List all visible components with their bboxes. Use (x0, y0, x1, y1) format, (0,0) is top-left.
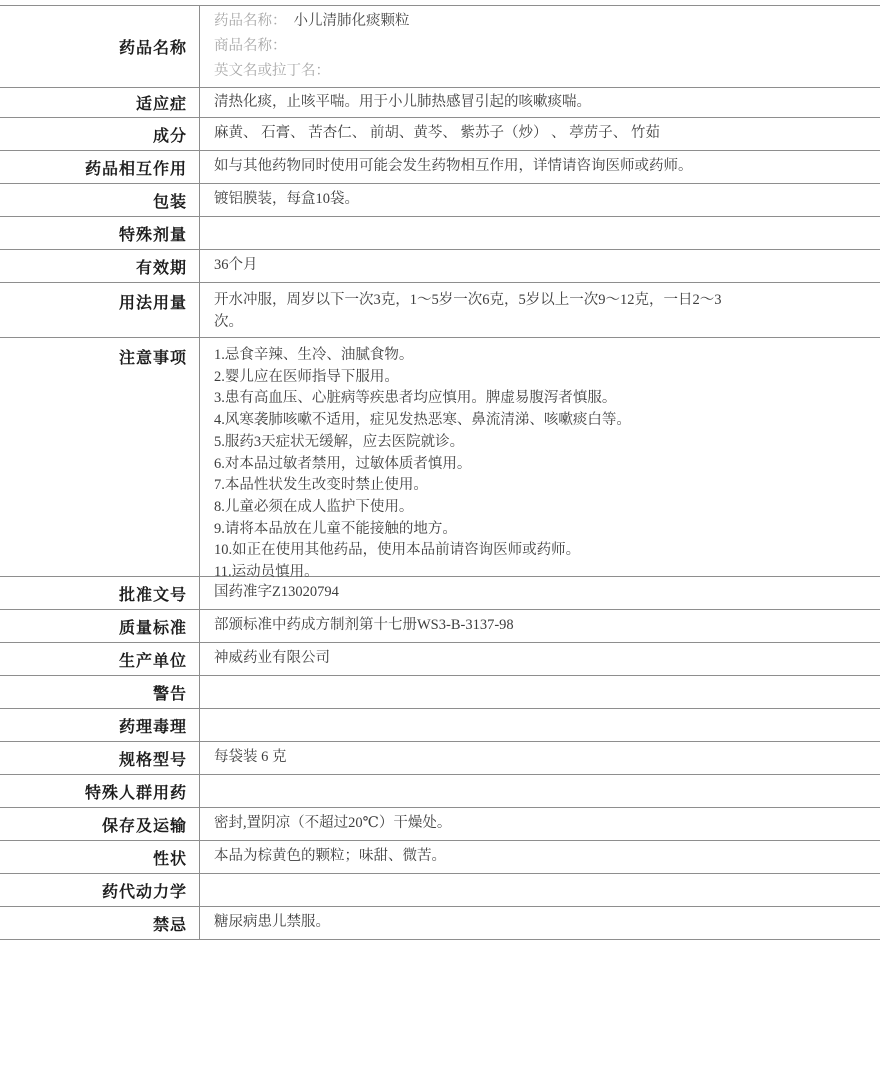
row-content (200, 841, 880, 873)
row-content (200, 217, 880, 249)
row-label: 药代动力学 (0, 874, 200, 906)
table-row (0, 118, 880, 151)
row-content (200, 250, 880, 282)
row-label: 保存及运输 (0, 808, 200, 840)
content-line: 清热化痰，止咳平喘。用于小儿肺热感冒引起的咳嗽痰喘。 (214, 93, 591, 110)
row-content (200, 184, 880, 216)
table-row (0, 676, 880, 709)
content-line: 1.忌食辛辣、生冷、油腻食物。 (214, 347, 414, 363)
row-label: 药品相互作用 (0, 151, 200, 183)
row-content (200, 676, 880, 708)
content-line: 国药准字Z13020794 (214, 584, 339, 601)
row-label: 用法用量 (0, 283, 200, 337)
name-line (214, 9, 820, 34)
table-row (0, 250, 880, 283)
content-line: 部颁标准中药成方制剂第十七册WS3-B-3137-98 (214, 617, 514, 634)
table-row (0, 338, 880, 581)
table-row (0, 907, 880, 940)
table-row (0, 577, 880, 610)
row-label: 批准文号 (0, 577, 200, 609)
row-label: 药理毒理 (0, 709, 200, 741)
content-line: 糖尿病患儿禁服。 (214, 914, 330, 931)
name-line-value: 小儿清肺化痰颗粒 (293, 13, 410, 29)
table-row (0, 184, 880, 217)
row-label: 性状 (0, 841, 200, 873)
row-content (200, 775, 880, 807)
content-line: 本品为棕黄色的颗粒；味甜、微苦。 (214, 848, 446, 865)
content-line: 开水冲服，周岁以下一次3克，1～5岁一次6克，5岁以上一次9～12克，一日2～3 (214, 292, 722, 308)
row-content (200, 577, 880, 609)
name-line (214, 59, 820, 84)
content-line: 9.请将本品放在儿童不能接触的地方。 (214, 520, 457, 537)
row-label: 禁忌 (0, 907, 200, 939)
content-line: 6.对本品过敏者禁用，过敏体质者慎用。 (214, 455, 472, 472)
content-line: 如与其他药物同时使用可能会发生药物相互作用，详情请咨询医师或药师。 (214, 158, 693, 175)
row-content (200, 808, 880, 840)
table-row (0, 610, 880, 643)
table-row (0, 775, 880, 808)
content-line: 7.本品性状发生改变时禁止使用。 (214, 477, 428, 494)
row-label: 生产单位 (0, 643, 200, 675)
table-row (0, 151, 880, 184)
content-line: 2.婴儿应在医师指导下服用。 (214, 368, 399, 385)
row-content (200, 709, 880, 741)
table-row (0, 874, 880, 907)
content-line: 11.运动员慎用。 (214, 564, 319, 581)
row-label: 质量标准 (0, 610, 200, 642)
row-content (200, 88, 880, 117)
content-line: 麻黄、 石膏、 苦杏仁、 前胡、黄芩、 紫苏子（炒） 、 葶苈子、 竹茹 (214, 125, 660, 142)
table-row (0, 217, 880, 250)
content-line: 神威药业有限公司 (214, 650, 330, 667)
row-content (200, 610, 880, 642)
row-label: 包装 (0, 184, 200, 216)
content-line: 3.患有高血压、心脏病等疾患者均应慎用。脾虚易腹泻者慎服。 (214, 390, 617, 407)
row-label: 有效期 (0, 250, 200, 282)
content-line: 密封,置阴凉（不超过20℃）干燥处。 (214, 815, 452, 832)
row-label: 规格型号 (0, 742, 200, 774)
row-content (200, 6, 880, 87)
table-row (0, 808, 880, 841)
content-line: 5.服药3天症状无缓解，应去医院就诊。 (214, 433, 465, 450)
content-line: 镀铝膜装，每盒10袋。 (214, 191, 359, 208)
table-row (0, 841, 880, 874)
row-label: 注意事项 (0, 338, 200, 576)
content-line: 36个月 (214, 257, 258, 274)
table-row (0, 709, 880, 742)
row-label: 药品名称 (0, 6, 200, 87)
name-line-key: 药品名称： (214, 13, 287, 29)
row-label: 成分 (0, 118, 200, 150)
row-content (200, 643, 880, 675)
row-content (200, 151, 880, 183)
row-content (200, 907, 880, 939)
row-content (200, 874, 880, 906)
name-line (214, 34, 820, 59)
name-line-key: 英文名或拉丁名： (214, 63, 330, 79)
drug-info-table (0, 5, 880, 940)
table-row (0, 88, 880, 118)
content-line: 4.风寒袭肺咳嗽不适用，症见发热恶寒、鼻流清涕、咳嗽痰白等。 (214, 412, 631, 429)
content-line: 8.儿童必须在成人监护下使用。 (214, 498, 414, 515)
content-line: 10.如正在使用其他药品，使用本品前请咨询医师或药师。 (214, 542, 581, 559)
content-line: 次。 (214, 313, 243, 330)
table-row (0, 643, 880, 676)
row-content (200, 742, 880, 774)
row-label: 特殊剂量 (0, 217, 200, 249)
row-label: 特殊人群用药 (0, 775, 200, 807)
row-content (200, 338, 880, 581)
row-label: 警告 (0, 676, 200, 708)
table-row (0, 742, 880, 775)
row-label: 适应症 (0, 88, 200, 117)
table-row (0, 6, 880, 88)
row-content (200, 283, 880, 337)
name-line-key: 商品名称： (214, 38, 287, 54)
table-row (0, 283, 880, 338)
row-content (200, 118, 880, 150)
content-line: 每袋装 6 克 (214, 749, 287, 766)
